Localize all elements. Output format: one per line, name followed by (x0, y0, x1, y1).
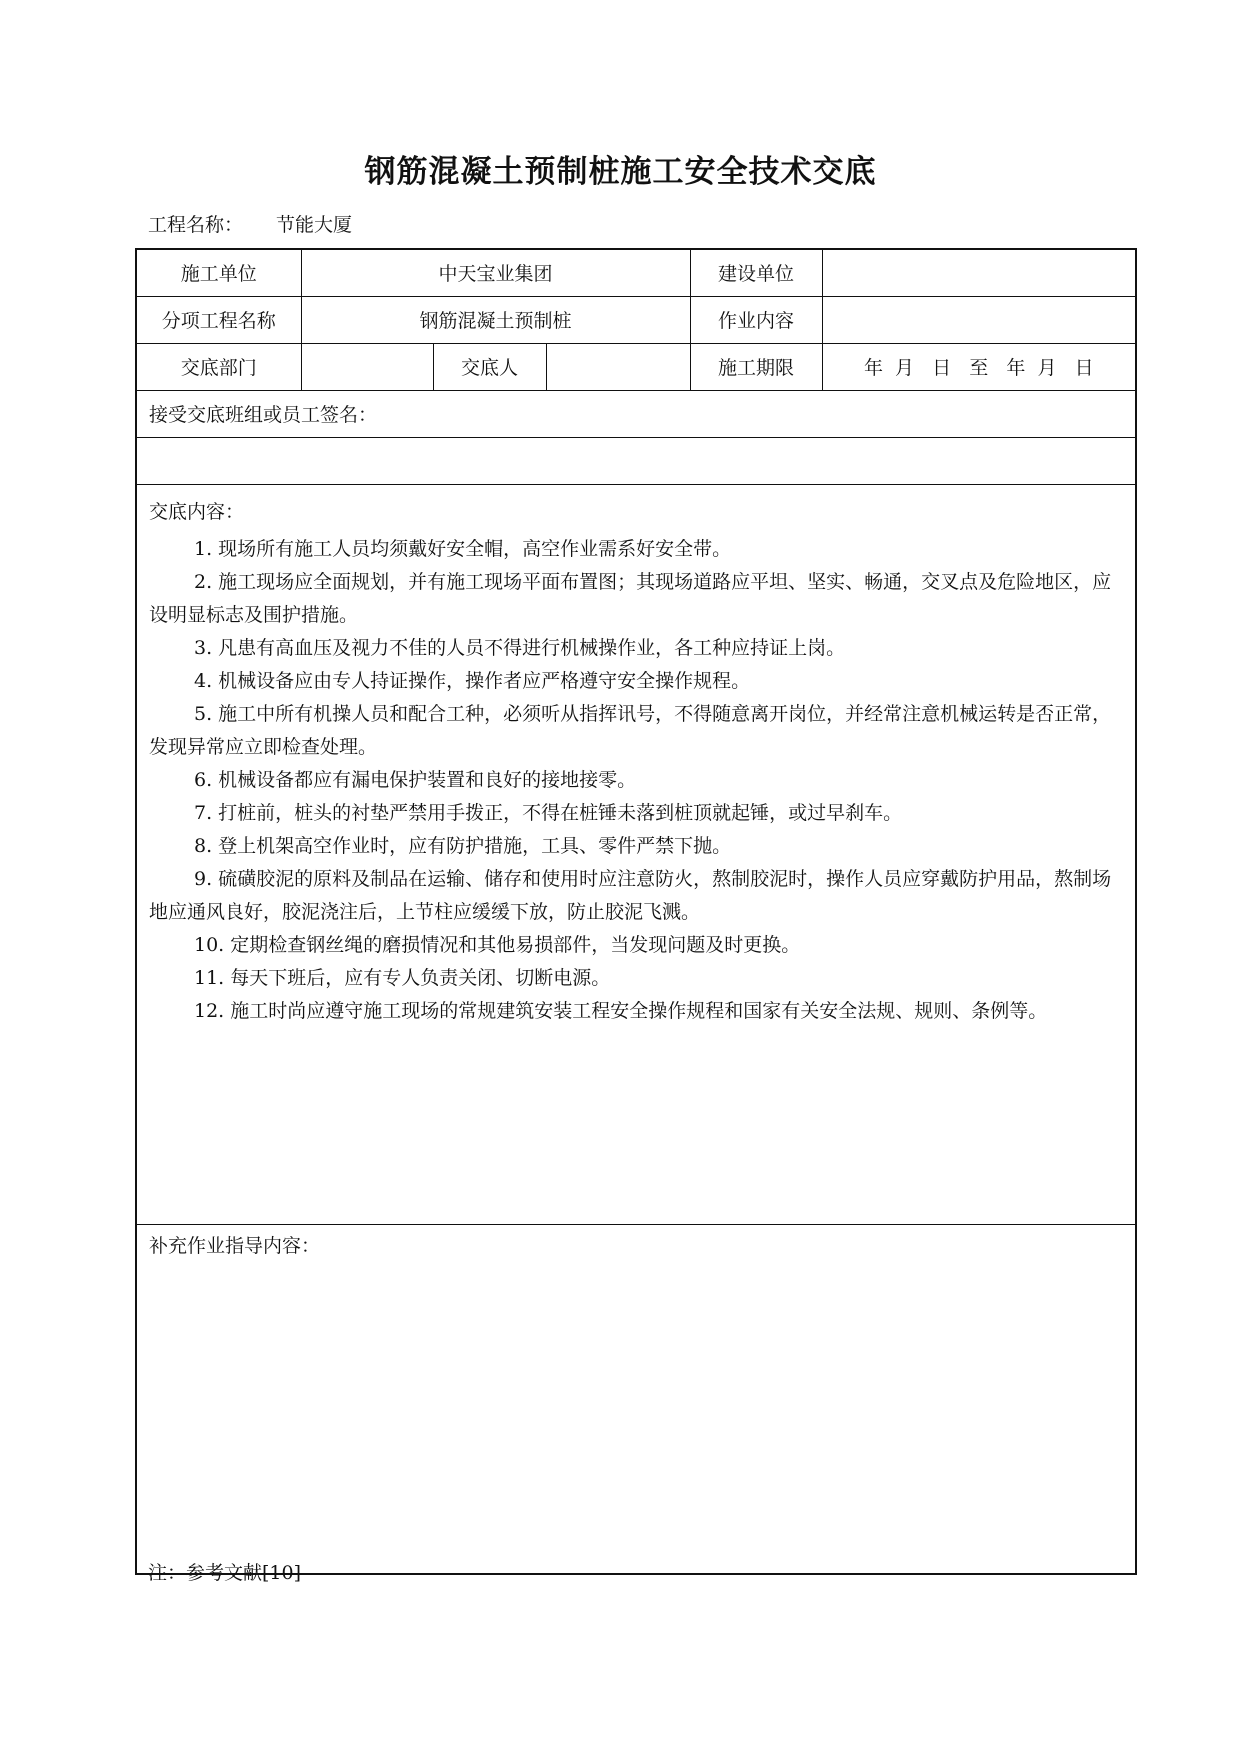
project-name-value: 节能大厦 (276, 214, 353, 236)
supplement-label: 补充作业指导内容： (149, 1234, 321, 1257)
content-item: 9. 硫磺胶泥的原料及制品在运输、储存和使用时应注意防火，熬制胶泥时，操作人员应穿戴防护用品，熬制场地应通风良好，胶泥浇注后，上节柱应缓缓下放，防止胶泥飞溅。 (149, 867, 1112, 923)
row-content (136, 484, 1136, 1224)
content-item: 7. 打桩前，桩头的衬垫严禁用手拨正，不得在桩锤未落到桩顶就起锤，或过早刹车。 (194, 801, 903, 824)
supplement-cell[interactable] (136, 1224, 1136, 1574)
disclosure-content-cell (136, 484, 1136, 1224)
signature-label: 接受交底班组或员工签名： (136, 390, 1136, 437)
content-item: 10. 定期检查钢丝绳的磨损情况和其他易损部件，当发现问题及时更换。 (194, 933, 801, 956)
content-item: 11. 每天下班后，应有专人负责关闭、切断电源。 (194, 966, 611, 989)
row-signature-area (136, 437, 1136, 484)
content-item: 3. 凡患有高血压及视力不佳的人员不得进行机械操作业，各工种应持证上岗。 (194, 636, 846, 659)
disclosure-form-table (135, 248, 1137, 1575)
row-department (136, 343, 1136, 390)
content-item: 2. 施工现场应全面规划，并有施工现场平面布置图；其现场道路应平坦、坚实、畅通，交叉点及危险地区，应设明显标志及围护措施。 (149, 570, 1112, 626)
row-supplement (136, 1224, 1136, 1574)
discloser-label: 交底人 (433, 343, 546, 390)
construction-unit-value[interactable]: 中天宝业集团 (301, 249, 690, 296)
project-name-line (148, 210, 352, 237)
work-content-label: 作业内容 (690, 296, 822, 343)
row-construction-unit (136, 249, 1136, 296)
disclosure-content-label: 交底内容： (149, 500, 245, 523)
content-item: 6. 机械设备都应有漏电保护装置和良好的接地接零。 (194, 768, 637, 791)
discloser-value[interactable] (546, 343, 690, 390)
signature-area[interactable] (136, 437, 1136, 484)
period-value[interactable]: 年 月 日 至 年 月 日 (822, 343, 1136, 390)
period-label: 施工期限 (690, 343, 822, 390)
document-title: 钢筋混凝土预制桩施工安全技术交底 (364, 154, 877, 190)
content-item: 5. 施工中所有机操人员和配合工种，必须听从指挥讯号，不得随意离开岗位，并经常注意机械运转是否正常，发现异常应立即检查处理。 (149, 702, 1112, 758)
row-sub-project (136, 296, 1136, 343)
content-item: 12. 施工时尚应遵守施工现场的常规建筑安装工程安全操作规程和国家有关安全法规、规则、条例等。 (194, 999, 1048, 1022)
project-name-label: 工程名称： (148, 214, 244, 236)
construction-unit-label: 施工单位 (136, 249, 301, 296)
sub-project-label: 分项工程名称 (136, 296, 301, 343)
build-unit-label: 建设单位 (690, 249, 822, 296)
content-item: 1. 现场所有施工人员均须戴好安全帽，高空作业需系好安全带。 (194, 537, 732, 560)
sub-project-value[interactable]: 钢筋混凝土预制桩 (301, 296, 690, 343)
row-signature-label (136, 390, 1136, 437)
content-item: 4. 机械设备应由专人持证操作，操作者应严格遵守安全操作规程。 (194, 669, 751, 692)
department-label: 交底部门 (136, 343, 301, 390)
content-item: 8. 登上机架高空作业时，应有防护措施，工具、零件严禁下抛。 (194, 834, 732, 857)
build-unit-value[interactable] (822, 249, 1136, 296)
department-value[interactable] (301, 343, 433, 390)
reference-note: 注：参考文献[10] (148, 1562, 302, 1584)
work-content-value[interactable] (822, 296, 1136, 343)
